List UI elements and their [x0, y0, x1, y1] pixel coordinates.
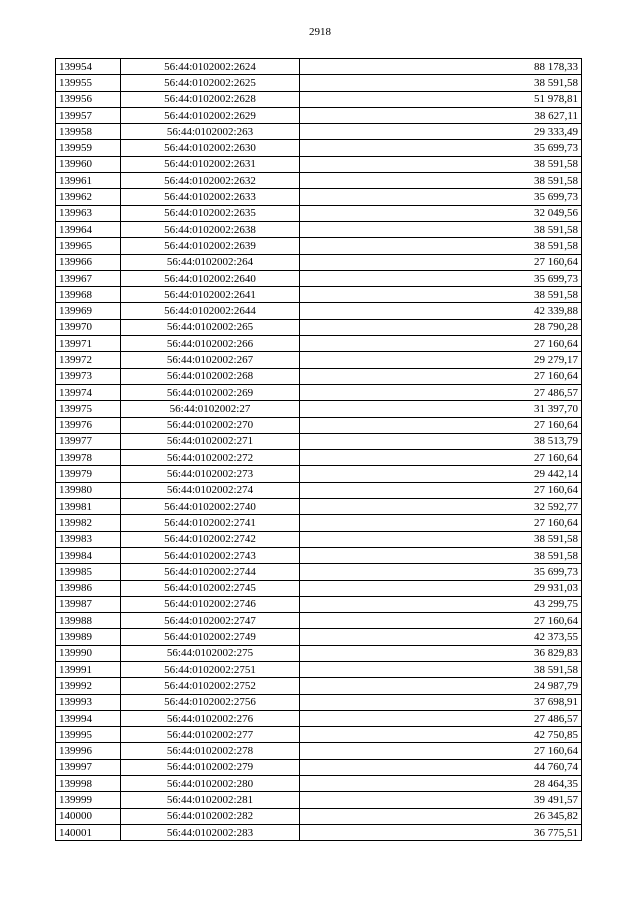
table-row: [56, 352, 582, 368]
row-number-cell: 139993: [56, 694, 121, 710]
table-row: [56, 613, 582, 629]
row-number-cell: 139978: [56, 450, 121, 466]
cadastral-number-cell: 56:44:0102002:2742: [121, 531, 300, 547]
row-number-cell: 139997: [56, 759, 121, 775]
row-number-cell: 139976: [56, 417, 121, 433]
table-row: [56, 824, 582, 840]
cadastral-value-cell: 38 513,79: [300, 433, 582, 449]
cadastral-number-cell: 56:44:0102002:2630: [121, 140, 300, 156]
cadastral-value-cell: 35 699,73: [300, 564, 582, 580]
row-number-cell: 139967: [56, 270, 121, 286]
cadastral-number-cell: 56:44:0102002:281: [121, 792, 300, 808]
row-number-cell: 139973: [56, 368, 121, 384]
row-number-cell: 139961: [56, 173, 121, 189]
row-number-cell: 139963: [56, 205, 121, 221]
row-number-cell: 139999: [56, 792, 121, 808]
table-row: [56, 254, 582, 270]
table-row: [56, 401, 582, 417]
table-row: [56, 75, 582, 91]
table-row: [56, 59, 582, 75]
table-row: [56, 678, 582, 694]
cadastral-number-cell: 56:44:0102002:266: [121, 336, 300, 352]
table-row: [56, 531, 582, 547]
cadastral-value-cell: 28 790,28: [300, 319, 582, 335]
table-row: [56, 466, 582, 482]
cadastral-number-cell: 56:44:0102002:268: [121, 368, 300, 384]
cadastral-number-cell: 56:44:0102002:271: [121, 433, 300, 449]
cadastral-number-cell: 56:44:0102002:2625: [121, 75, 300, 91]
table-row: [56, 124, 582, 140]
cadastral-number-cell: 56:44:0102002:2628: [121, 91, 300, 107]
cadastral-number-cell: 56:44:0102002:2641: [121, 287, 300, 303]
table-row: [56, 173, 582, 189]
cadastral-number-cell: 56:44:0102002:279: [121, 759, 300, 775]
cadastral-number-cell: 56:44:0102002:2635: [121, 205, 300, 221]
cadastral-number-cell: 56:44:0102002:2740: [121, 499, 300, 515]
cadastral-number-cell: 56:44:0102002:264: [121, 254, 300, 270]
row-number-cell: 139969: [56, 303, 121, 319]
cadastral-number-cell: 56:44:0102002:280: [121, 776, 300, 792]
row-number-cell: 139960: [56, 156, 121, 172]
cadastral-number-cell: 56:44:0102002:2749: [121, 629, 300, 645]
cadastral-number-cell: 56:44:0102002:267: [121, 352, 300, 368]
row-number-cell: 139991: [56, 661, 121, 677]
table-row: [56, 499, 582, 515]
cadastral-value-cell: 35 699,73: [300, 270, 582, 286]
table-row: [56, 189, 582, 205]
table-row: [56, 450, 582, 466]
cadastral-value-cell: 27 160,64: [300, 336, 582, 352]
row-number-cell: 139987: [56, 596, 121, 612]
table-body: [56, 59, 582, 841]
cadastral-value-cell: 28 464,35: [300, 776, 582, 792]
cadastral-number-cell: 56:44:0102002:2747: [121, 613, 300, 629]
row-number-cell: 139984: [56, 547, 121, 563]
table-row: [56, 792, 582, 808]
cadastral-number-cell: 56:44:0102002:2639: [121, 238, 300, 254]
cadastral-number-cell: 56:44:0102002:2629: [121, 107, 300, 123]
cadastral-value-cell: 39 491,57: [300, 792, 582, 808]
cadastral-number-cell: 56:44:0102002:2632: [121, 173, 300, 189]
cadastral-value-cell: 29 333,49: [300, 124, 582, 140]
table-row: [56, 759, 582, 775]
cadastral-value-cell: 27 160,64: [300, 450, 582, 466]
row-number-cell: 139992: [56, 678, 121, 694]
row-number-cell: 139962: [56, 189, 121, 205]
row-number-cell: 139959: [56, 140, 121, 156]
row-number-cell: 139966: [56, 254, 121, 270]
table-row: [56, 336, 582, 352]
row-number-cell: 139975: [56, 401, 121, 417]
table-row: [56, 140, 582, 156]
cadastral-value-cell: 43 299,75: [300, 596, 582, 612]
table-row: [56, 515, 582, 531]
table-row: [56, 107, 582, 123]
table-row: [56, 303, 582, 319]
row-number-cell: 139971: [56, 336, 121, 352]
table-row: [56, 727, 582, 743]
table-row: [56, 629, 582, 645]
cadastral-number-cell: 56:44:0102002:278: [121, 743, 300, 759]
row-number-cell: 139964: [56, 221, 121, 237]
row-number-cell: 139972: [56, 352, 121, 368]
table-row: [56, 287, 582, 303]
table-row: [56, 694, 582, 710]
table-row: [56, 580, 582, 596]
cadastral-value-cell: 29 279,17: [300, 352, 582, 368]
row-number-cell: 139970: [56, 319, 121, 335]
cadastral-value-cell: 27 160,64: [300, 482, 582, 498]
cadastral-value-cell: 27 486,57: [300, 384, 582, 400]
cadastral-value-cell: 27 160,64: [300, 417, 582, 433]
cadastral-value-cell: 27 160,64: [300, 515, 582, 531]
table-row: [56, 661, 582, 677]
table-row: [56, 776, 582, 792]
cadastral-value-cell: 42 373,55: [300, 629, 582, 645]
cadastral-value-cell: 35 699,73: [300, 189, 582, 205]
table-row: [56, 743, 582, 759]
cadastral-number-cell: 56:44:0102002:2744: [121, 564, 300, 580]
cadastral-number-cell: 56:44:0102002:2624: [121, 59, 300, 75]
cadastral-value-cell: 27 486,57: [300, 710, 582, 726]
cadastral-value-cell: 36 829,83: [300, 645, 582, 661]
cadastral-value-cell: 38 591,58: [300, 156, 582, 172]
cadastral-value-cell: 42 750,85: [300, 727, 582, 743]
row-number-cell: 139981: [56, 499, 121, 515]
cadastral-number-cell: 56:44:0102002:276: [121, 710, 300, 726]
cadastral-value-cell: 31 397,70: [300, 401, 582, 417]
cadastral-value-cell: 26 345,82: [300, 808, 582, 824]
cadastral-number-cell: 56:44:0102002:263: [121, 124, 300, 140]
table-row: [56, 156, 582, 172]
cadastral-value-cell: 38 591,58: [300, 238, 582, 254]
cadastral-value-cell: 24 987,79: [300, 678, 582, 694]
table-row: [56, 270, 582, 286]
cadastral-number-cell: 56:44:0102002:2741: [121, 515, 300, 531]
cadastral-value-cell: 38 591,58: [300, 547, 582, 563]
cadastral-number-cell: 56:44:0102002:2756: [121, 694, 300, 710]
cadastral-value-cell: 38 591,58: [300, 75, 582, 91]
page-number: 2918: [309, 26, 331, 38]
row-number-cell: 139996: [56, 743, 121, 759]
cadastral-number-cell: 56:44:0102002:2633: [121, 189, 300, 205]
cadastral-number-cell: 56:44:0102002:2746: [121, 596, 300, 612]
cadastral-number-cell: 56:44:0102002:2640: [121, 270, 300, 286]
cadastral-value-cell: 88 178,33: [300, 59, 582, 75]
row-number-cell: 139998: [56, 776, 121, 792]
row-number-cell: 139980: [56, 482, 121, 498]
cadastral-value-cell: 27 160,64: [300, 613, 582, 629]
table-row: [56, 384, 582, 400]
cadastral-value-cell: 29 442,14: [300, 466, 582, 482]
table-row: [56, 238, 582, 254]
cadastral-number-cell: 56:44:0102002:270: [121, 417, 300, 433]
row-number-cell: 139955: [56, 75, 121, 91]
table-row: [56, 564, 582, 580]
cadastral-number-cell: 56:44:0102002:2743: [121, 547, 300, 563]
row-number-cell: 139968: [56, 287, 121, 303]
cadastral-value-cell: 35 699,73: [300, 140, 582, 156]
row-number-cell: 139989: [56, 629, 121, 645]
cadastral-number-cell: 56:44:0102002:277: [121, 727, 300, 743]
row-number-cell: 139988: [56, 613, 121, 629]
table-row: [56, 645, 582, 661]
cadastral-number-cell: 56:44:0102002:2752: [121, 678, 300, 694]
cadastral-value-cell: 37 698,91: [300, 694, 582, 710]
cadastral-value-cell: 36 775,51: [300, 824, 582, 840]
cadastral-value-cell: 27 160,64: [300, 254, 582, 270]
table-row: [56, 808, 582, 824]
table-row: [56, 368, 582, 384]
row-number-cell: 139954: [56, 59, 121, 75]
table-row: [56, 547, 582, 563]
cadastral-value-cell: 38 627,11: [300, 107, 582, 123]
row-number-cell: 139974: [56, 384, 121, 400]
row-number-cell: 139990: [56, 645, 121, 661]
row-number-cell: 139995: [56, 727, 121, 743]
cadastral-value-cell: 38 591,58: [300, 221, 582, 237]
cadastral-number-cell: 56:44:0102002:265: [121, 319, 300, 335]
cadastral-number-cell: 56:44:0102002:2631: [121, 156, 300, 172]
cadastral-value-cell: 38 591,58: [300, 287, 582, 303]
cadastral-value-cell: 42 339,88: [300, 303, 582, 319]
table-row: [56, 205, 582, 221]
cadastral-number-cell: 56:44:0102002:283: [121, 824, 300, 840]
cadastral-value-cell: 27 160,64: [300, 368, 582, 384]
table-row: [56, 221, 582, 237]
table-row: [56, 91, 582, 107]
table-row: [56, 319, 582, 335]
row-number-cell: 139965: [56, 238, 121, 254]
cadastral-number-cell: 56:44:0102002:272: [121, 450, 300, 466]
cadastral-value-cell: 44 760,74: [300, 759, 582, 775]
table-row: [56, 482, 582, 498]
row-number-cell: 140000: [56, 808, 121, 824]
row-number-cell: 139985: [56, 564, 121, 580]
cadastral-number-cell: 56:44:0102002:2751: [121, 661, 300, 677]
table-row: [56, 417, 582, 433]
cadastral-number-cell: 56:44:0102002:2745: [121, 580, 300, 596]
row-number-cell: 139956: [56, 91, 121, 107]
cadastral-number-cell: 56:44:0102002:275: [121, 645, 300, 661]
row-number-cell: 140001: [56, 824, 121, 840]
cadastral-value-cell: 38 591,58: [300, 531, 582, 547]
cadastral-number-cell: 56:44:0102002:2638: [121, 221, 300, 237]
cadastral-value-cell: 32 049,56: [300, 205, 582, 221]
cadastral-value-table: [55, 58, 582, 841]
row-number-cell: 139977: [56, 433, 121, 449]
cadastral-number-cell: 56:44:0102002:282: [121, 808, 300, 824]
row-number-cell: 139986: [56, 580, 121, 596]
table-row: [56, 710, 582, 726]
cadastral-value-cell: 32 592,77: [300, 499, 582, 515]
cadastral-value-cell: 38 591,58: [300, 661, 582, 677]
row-number-cell: 139982: [56, 515, 121, 531]
cadastral-value-cell: 27 160,64: [300, 743, 582, 759]
table-row: [56, 596, 582, 612]
row-number-cell: 139983: [56, 531, 121, 547]
cadastral-value-cell: 51 978,81: [300, 91, 582, 107]
cadastral-number-cell: 56:44:0102002:2644: [121, 303, 300, 319]
row-number-cell: 139994: [56, 710, 121, 726]
row-number-cell: 139958: [56, 124, 121, 140]
cadastral-number-cell: 56:44:0102002:274: [121, 482, 300, 498]
cadastral-number-cell: 56:44:0102002:27: [121, 401, 300, 417]
table-row: [56, 433, 582, 449]
cadastral-number-cell: 56:44:0102002:269: [121, 384, 300, 400]
row-number-cell: 139979: [56, 466, 121, 482]
row-number-cell: 139957: [56, 107, 121, 123]
cadastral-number-cell: 56:44:0102002:273: [121, 466, 300, 482]
cadastral-value-cell: 29 931,03: [300, 580, 582, 596]
cadastral-value-cell: 38 591,58: [300, 173, 582, 189]
